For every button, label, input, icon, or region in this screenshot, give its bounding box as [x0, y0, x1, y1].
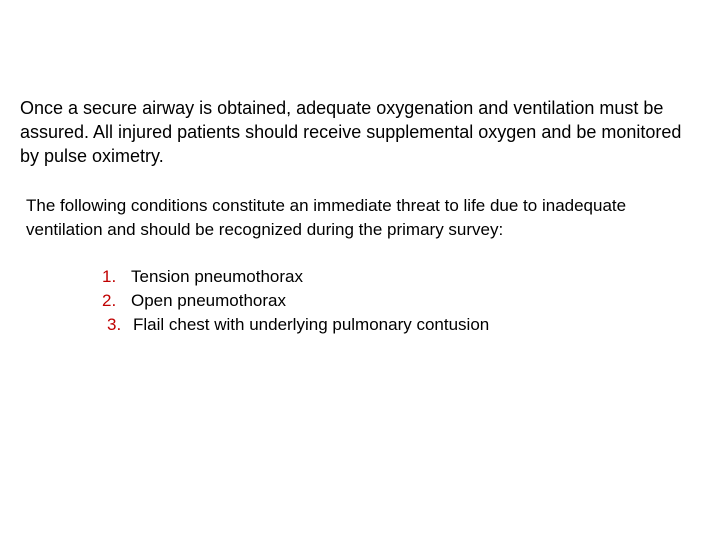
conditions-paragraph: The following conditions constitute an immediate threat to life due to inadequate ventilation and should be recognized during the primary survey: [26, 196, 627, 239]
list-item [0, 289, 720, 313]
list-item-text: Tension pneumothorax [131, 267, 304, 286]
conditions-list [0, 265, 720, 337]
list-item-number: 3. [107, 315, 122, 334]
list-item-number: 2. [102, 291, 117, 310]
list-item [0, 265, 720, 289]
list-item-text: Flail chest with underlying pulmonary contusion [133, 315, 490, 334]
intro-paragraph: Once a secure airway is obtained, adequate oxygenation and ventilation must be assured. All injured patients should receive supplemental oxygen and be monitored by pulse oximetry. [20, 98, 682, 166]
list-item [0, 313, 720, 337]
list-item-text: Open pneumothorax [131, 291, 286, 310]
list-item-number: 1. [102, 267, 117, 286]
